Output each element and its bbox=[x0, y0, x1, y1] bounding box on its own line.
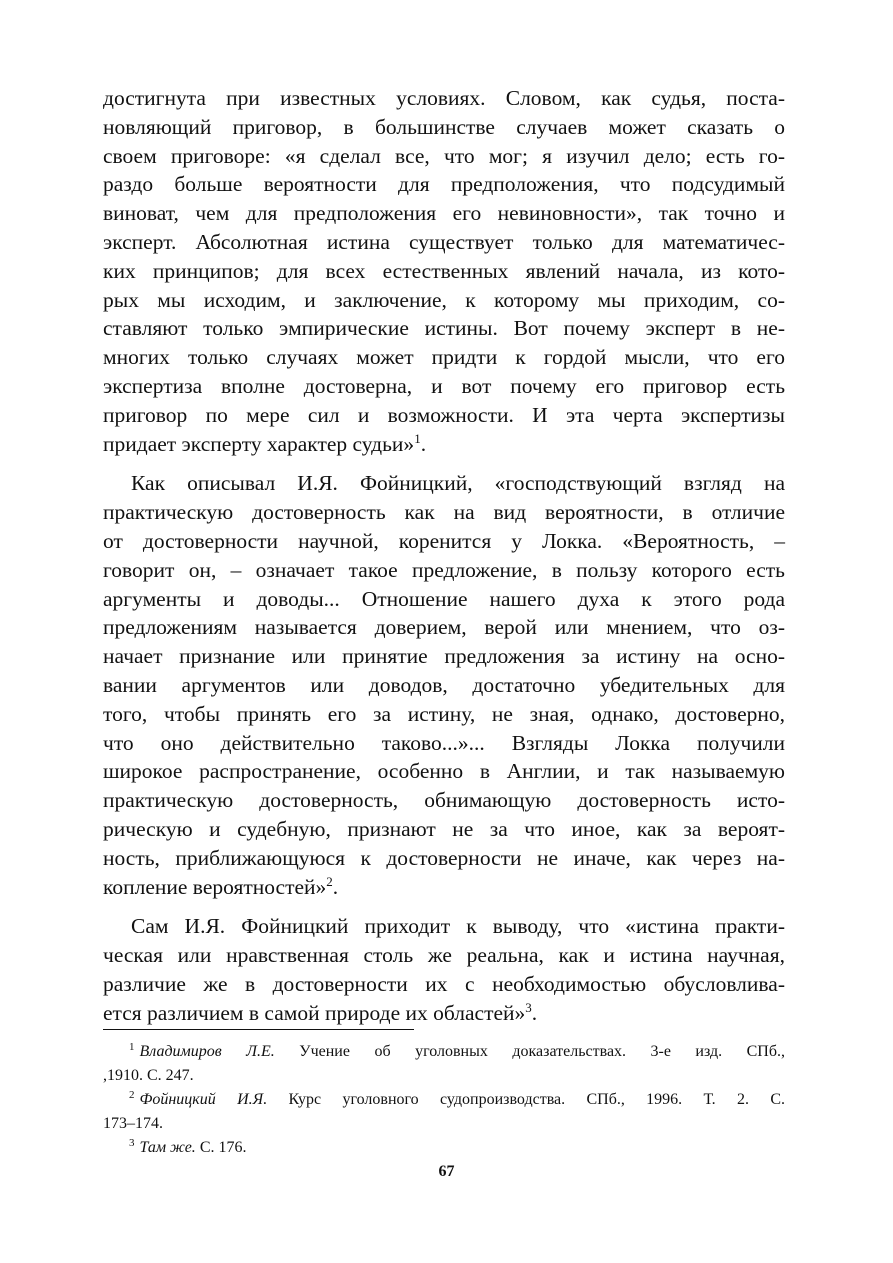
footnote-number: 1 bbox=[129, 1040, 135, 1053]
text-line: предложениям называется доверием, верой или мнением, что оз- bbox=[103, 615, 785, 640]
text-line: того, чтобы принять его за истину, не зная, однако, достоверно, bbox=[103, 701, 785, 726]
footnote-text: Курс уголовного судопроизводства. СПб., 1996. Т. 2. С. bbox=[288, 1091, 786, 1108]
text-line: ческая или нравственная столь же реальна, как и истина научная, bbox=[103, 943, 785, 968]
footnote-author: Там же. bbox=[139, 1139, 196, 1156]
text-line-last bbox=[103, 999, 785, 1028]
text-line: широкое распространение, особенно в Англии, и так называемую bbox=[103, 759, 785, 784]
footnote-ref-3[interactable]: 3 bbox=[525, 999, 532, 1015]
text-line: практическую достоверность как на вид вероятности, в отличие bbox=[103, 500, 785, 525]
text-line: раздо больше вероятности для предположения, что подсудимый bbox=[103, 172, 785, 197]
text-line: вании аргументов или доводов, достаточно убедительных для bbox=[103, 672, 785, 697]
text-line: приговор по мере сил и возможности. И эта черта экспертизы bbox=[103, 402, 785, 427]
footnote-2 bbox=[103, 1088, 785, 1112]
text-line-last bbox=[103, 873, 785, 902]
footnote-2-continued: 173–174. bbox=[103, 1115, 163, 1132]
text-line: своем приговоре: «я сделал все, что мог; я изучил дело; есть го- bbox=[103, 143, 785, 168]
text-line: что оно действительно таково...»... Взгляды Локка получили bbox=[103, 730, 785, 755]
footnote-ref-2[interactable]: 2 bbox=[326, 873, 333, 889]
text-line-content: копление вероятностей» bbox=[103, 874, 327, 899]
footnote-number: 3 bbox=[129, 1136, 135, 1149]
footnotes bbox=[103, 1040, 785, 1160]
text-line: ставляют только эмпирические истины. Вот почему эксперт в не- bbox=[103, 316, 785, 341]
footnote-1 bbox=[103, 1040, 785, 1064]
paragraph-3 bbox=[103, 912, 785, 1027]
footnote-1-continued: ,1910. С. 247. bbox=[103, 1067, 194, 1084]
text-line-last bbox=[103, 430, 785, 459]
paragraph-2 bbox=[103, 469, 785, 901]
footnote-text: Учение об уголовных доказательствах. 3-е изд. СПб., bbox=[299, 1043, 785, 1060]
text-line: Сам И.Я. Фойницкий приходит к выводу, что «истина практи- bbox=[131, 914, 785, 939]
text-line: достигнута при известных условиях. Словом, как судья, поста- bbox=[103, 86, 785, 110]
footnote-separator bbox=[103, 1029, 414, 1030]
paragraph-1 bbox=[103, 84, 785, 458]
text-line: начает признание или принятие предложения за истину на осно- bbox=[103, 644, 785, 669]
footnote-3 bbox=[103, 1136, 785, 1160]
text-line: от достоверности научной, коренится у Локка. «Вероятность, – bbox=[103, 528, 785, 553]
text-line: Как описывал И.Я. Фойницкий, «господствующий взгляд на bbox=[131, 471, 785, 496]
footnote-author: Фойницкий И.Я. bbox=[139, 1091, 268, 1108]
text-line: говорит он, – означает такое предложение, в пользу которого есть bbox=[103, 557, 785, 582]
text-line: рическую и судебную, признают не за что иное, как за вероят- bbox=[103, 816, 785, 841]
text-line: различие же в достоверности их с необходимостью обусловлива- bbox=[103, 971, 785, 996]
text-line-content: ется различием в самой природе их областей» bbox=[103, 1000, 526, 1025]
text-line: многих только случаях может придти к гордой мысли, что его bbox=[103, 345, 785, 370]
text-line: аргументы и доводы... Отношение нашего духа к этого рода bbox=[103, 586, 785, 611]
text-line: ность, приближающуюся к достоверности не иначе, как через на- bbox=[103, 845, 785, 870]
sentence-end: . bbox=[531, 1000, 538, 1025]
text-line: рых мы исходим, и заключение, к которому мы приходим, со- bbox=[103, 287, 785, 312]
text-line: новляющий приговор, в большинстве случаев может сказать о bbox=[103, 114, 785, 139]
text-line: виноват, чем для предположения его невиновности», так точно и bbox=[103, 201, 785, 226]
footnote-number: 2 bbox=[129, 1088, 135, 1101]
sentence-end: . bbox=[420, 431, 427, 456]
text-line: экспертиза вполне достоверна, и вот почему его приговор есть bbox=[103, 373, 785, 398]
text-line: эксперт. Абсолютная истина существует только для математичес- bbox=[103, 229, 785, 254]
text-line: практическую достоверность, обнимающую достоверность исто- bbox=[103, 788, 785, 813]
footnote-author: Владимиров Л.Е. bbox=[139, 1043, 275, 1060]
footnote-text: С. 176. bbox=[199, 1139, 247, 1156]
sentence-end: . bbox=[332, 874, 339, 899]
footnote-ref-1[interactable]: 1 bbox=[414, 430, 421, 446]
page-number: 67 bbox=[438, 1163, 455, 1180]
text-line-content: придает эксперту характер судьи» bbox=[103, 431, 415, 456]
page-body bbox=[103, 84, 785, 1028]
text-line: ких принципов; для всех естественных явлений начала, из кото- bbox=[103, 258, 785, 283]
